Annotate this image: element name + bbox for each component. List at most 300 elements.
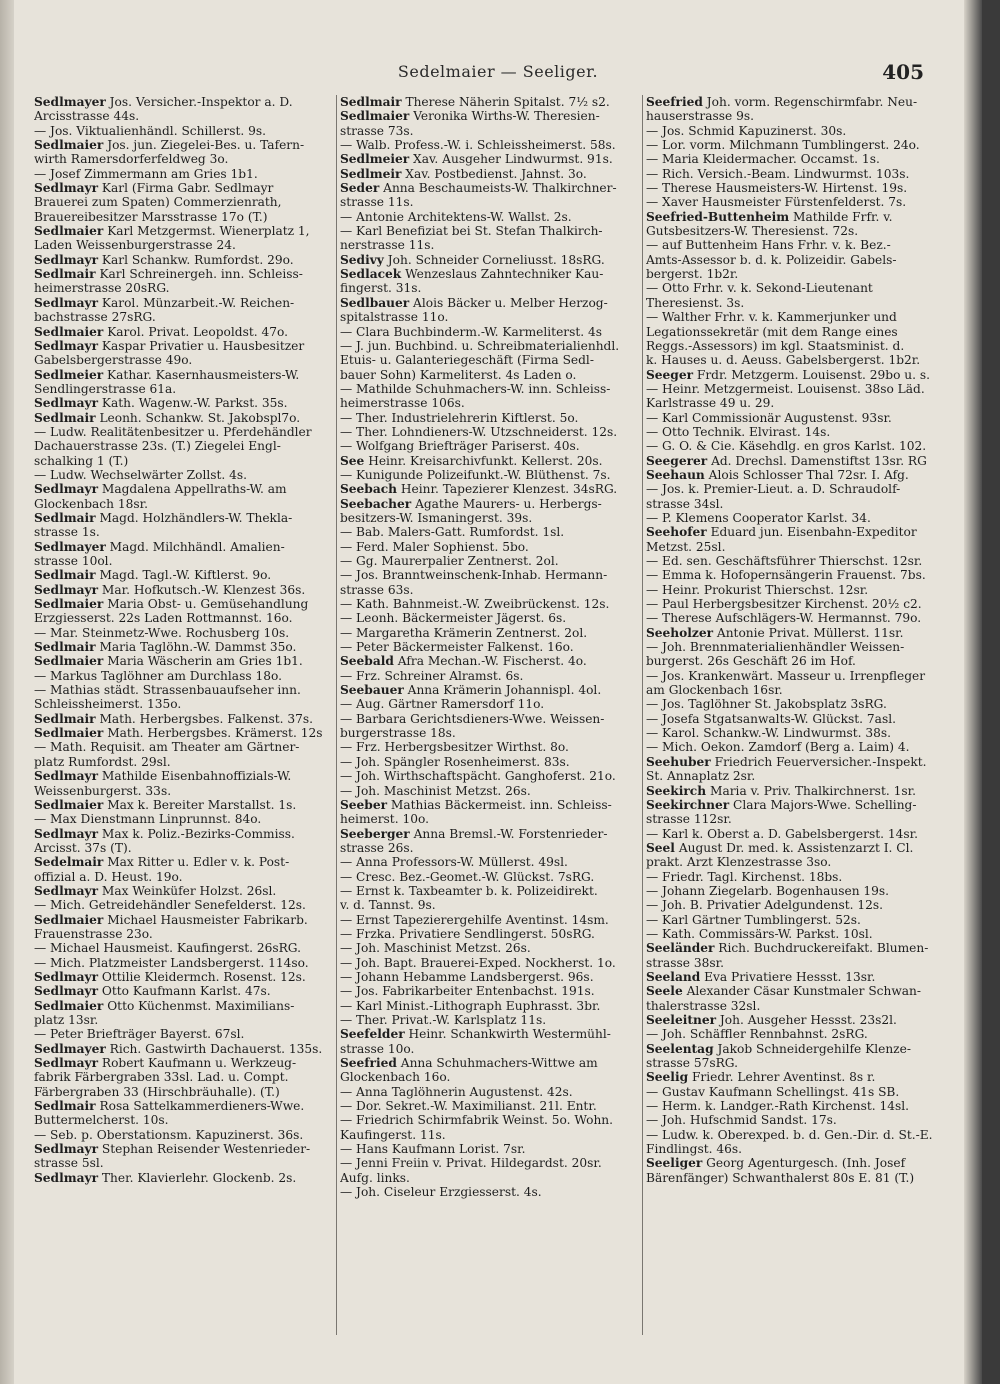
entry-text: k. Hauses u. d. Aeuss. Gabelsbergerst. 1b2r.: [646, 353, 921, 368]
entry-text: — auf Buttenheim Hans Frhr. v. k. Bez.-: [646, 238, 891, 253]
entry-text: — Xaver Hausmeister Fürstenfelderst. 7s.: [646, 195, 907, 210]
directory-entry: [340, 195, 638, 209]
directory-entry: [34, 497, 332, 511]
directory-entry: [646, 152, 944, 166]
directory-entry: [340, 1070, 638, 1084]
entry-text: bauer Sohn) Karmeliterst. 4s Laden o.: [340, 367, 577, 382]
directory-entry: [340, 281, 638, 295]
entry-text: — Ther. Lohndieners-W. Utzschneiderst. 12s.: [340, 424, 618, 439]
entry-surname: Seefried: [340, 1056, 397, 1071]
entry-surname: Sedlmaier: [34, 998, 104, 1013]
entry-surname: Sedlmaier: [34, 324, 104, 339]
directory-entry: [646, 1156, 944, 1170]
entry-text: strasse 11s.: [340, 195, 414, 210]
entry-text: — Joh. Bapt. Brauerei-Exped. Nockherst. 1o.: [340, 955, 616, 970]
entry-text: — Friedr. Tagl. Kirchenst. 18bs.: [646, 869, 843, 884]
entry-text: — Antonie Architektens-W. Wallst. 2s.: [340, 209, 572, 224]
directory-entry: [340, 396, 638, 410]
directory-entry: [340, 898, 638, 912]
directory-entry: [34, 325, 332, 339]
entry-text: — Mathilde Schuhmachers-W. inn. Schleiss-: [340, 381, 611, 396]
entry-text: Arcisstrasse 44s.: [34, 109, 140, 124]
directory-entry: [340, 669, 638, 683]
entry-text: Rich. Buchdruckereifakt. Blumen-: [718, 941, 929, 956]
entry-text: Kaspar Privatier u. Hausbesitzer: [101, 338, 305, 353]
entry-surname: Seeberger: [340, 826, 410, 841]
entry-text: Otto Küchenmst. Maximilians-: [107, 998, 295, 1013]
directory-entry: [34, 941, 332, 955]
entry-surname: Sedlmair: [34, 267, 96, 282]
entry-text: — Karl Gärtner Tumblingerst. 52s.: [646, 912, 861, 927]
entry-text: Ottilie Kleidermch. Rosenst. 12s.: [101, 969, 306, 984]
directory-entry: [646, 1171, 944, 1185]
entry-text: — Kath. Commissärs-W. Parkst. 10sl.: [646, 926, 873, 941]
entry-text: fabrik Färbergraben 33sl. Lad. u. Compt.: [34, 1070, 289, 1085]
entry-text: Brauerei zum Spaten) Commerzienrath,: [34, 195, 282, 210]
entry-surname: Sedlmayer: [34, 95, 106, 109]
directory-entry: [34, 784, 332, 798]
entry-surname: Sedlmayr: [34, 338, 99, 353]
directory-entry: [340, 511, 638, 525]
directory-entry: [34, 913, 332, 927]
entry-text: — Gustav Kaufmann Schellingst. 41s SB.: [646, 1084, 900, 1099]
entry-surname: Sedlacek: [340, 267, 402, 282]
entry-text: Stephan Reisender Westenrieder-: [101, 1142, 311, 1157]
entry-surname: Sedlmair: [34, 640, 96, 655]
entry-text: — Mathias städt. Strassenbauaufseher inn.: [34, 683, 301, 698]
directory-entry: [340, 683, 638, 697]
entry-text: Karlstrasse 49 u. 29.: [646, 396, 775, 411]
directory-entry: [340, 1027, 638, 1041]
directory-entry: [646, 870, 944, 884]
directory-entry: [340, 597, 638, 611]
entry-text: — Josef Zimmermann am Gries 1b1.: [34, 166, 258, 181]
directory-entry: [646, 769, 944, 783]
entry-text: Max k. Poliz.-Bezirks-Commiss.: [101, 826, 295, 841]
entry-surname: Sedlmayr: [34, 984, 99, 999]
entry-text: Rosa Sattelkammerdieners-Wwe.: [99, 1099, 305, 1114]
directory-entry: [646, 827, 944, 841]
entry-text: platz Rumfordst. 29sl.: [34, 754, 171, 769]
entry-text: Rich. Gastwirth Dachauerst. 135s.: [109, 1041, 323, 1056]
directory-entry: [340, 654, 638, 668]
directory-entry: [340, 626, 638, 640]
directory-entry: [646, 511, 944, 525]
entry-text: Brauereibesitzer Marsstrasse 17o (T.): [34, 209, 268, 224]
entry-text: — Joh. B. Privatier Adelgundenst. 12s.: [646, 898, 883, 913]
entry-text: — Seb. p. Oberstationsm. Kapuzinerst. 36s.: [34, 1127, 304, 1142]
entry-text: besitzers-W. Ismaningerst. 39s.: [340, 510, 533, 525]
entry-text: Weissenburgerst. 33s.: [34, 783, 172, 798]
directory-entry: [340, 439, 638, 453]
directory-entry: [34, 1099, 332, 1113]
entry-text: Frdr. Metzgerm. Louisenst. 29bo u. s.: [696, 367, 931, 382]
entry-text: schalking 1 (T.): [34, 453, 129, 468]
directory-entry: [646, 482, 944, 496]
entry-text: burgerst. 26s Geschäft 26 im Hof.: [646, 654, 856, 669]
directory-entry: [646, 425, 944, 439]
directory-entry: [34, 798, 332, 812]
entry-surname: Seefried: [646, 95, 703, 109]
entry-text: — Markus Taglöhner am Durchlass 18o.: [34, 668, 282, 683]
entry-text: Laden Weissenburgerstrasse 24.: [34, 238, 236, 253]
directory-entry: [340, 95, 638, 109]
directory-entry: [34, 984, 332, 998]
directory-entry: [34, 1070, 332, 1084]
directory-entry: [340, 267, 638, 281]
directory-entry: [646, 626, 944, 640]
directory-entry: [340, 726, 638, 740]
entry-surname: Seeland: [646, 969, 701, 984]
entry-text: Karol. Münzarbeit.-W. Reichen-: [101, 295, 295, 310]
directory-columns: [34, 95, 944, 1360]
directory-entry: [340, 583, 638, 597]
directory-entry: [340, 468, 638, 482]
entry-text: Frauenstrasse 23o.: [34, 926, 153, 941]
entry-text: — Clara Buchbinderm.-W. Karmeliterst. 4s: [340, 324, 603, 339]
entry-text: — P. Klemens Cooperator Karlst. 34.: [646, 510, 871, 525]
directory-entry: [34, 568, 332, 582]
entry-text: v. d. Tannst. 9s.: [340, 898, 436, 913]
column-rule: [336, 95, 337, 1335]
directory-entry: [34, 669, 332, 683]
directory-entry: [34, 540, 332, 554]
directory-entry: [34, 1013, 332, 1027]
entry-text: Maria Taglöhn.-W. Dammst 35o.: [99, 640, 297, 655]
directory-entry: [340, 525, 638, 539]
directory-entry: [34, 626, 332, 640]
directory-entry: [340, 1056, 638, 1070]
directory-entry: [340, 253, 638, 267]
entry-text: Schleissheimerst. 135o.: [34, 697, 182, 712]
entry-text: spitalstrasse 11o.: [340, 310, 449, 325]
directory-entry: [34, 124, 332, 138]
entry-text: Max Weinküfer Holzst. 26sl.: [101, 883, 277, 898]
directory-entry: [340, 956, 638, 970]
directory-entry: [646, 755, 944, 769]
directory-entry: [646, 654, 944, 668]
entry-text: — Cresc. Bez.-Geomet.-W. Glückst. 7sRG.: [340, 869, 595, 884]
directory-entry: [34, 812, 332, 826]
directory-entry: [646, 109, 944, 123]
directory-entry: [34, 439, 332, 453]
entry-surname: Sedlmayer: [34, 1041, 106, 1056]
directory-entry: [340, 1171, 638, 1185]
directory-entry: [34, 884, 332, 898]
entry-text: Maria Wäscherin am Gries 1b1.: [107, 654, 303, 669]
directory-entry: [34, 95, 332, 109]
directory-entry: [340, 941, 638, 955]
entry-surname: Sedlmayr: [34, 396, 99, 411]
directory-entry: [646, 927, 944, 941]
entry-text: bergerst. 1b2r.: [646, 267, 739, 282]
entry-text: Jos. Versicher.-Inspektor a. D.: [109, 95, 293, 109]
directory-entry: [34, 956, 332, 970]
directory-entry: [646, 812, 944, 826]
column-3: [646, 95, 944, 1360]
entry-surname: Seeger: [646, 367, 694, 382]
entry-text: — Mich. Platzmeister Landsbergerst. 114so.: [34, 955, 309, 970]
entry-text: Eva Privatiere Hessst. 13sr.: [704, 969, 876, 984]
directory-entry: [340, 1128, 638, 1142]
entry-text: — Lor. vorm. Milchmann Tumblingerst. 24o.: [646, 138, 920, 153]
directory-entry: [34, 970, 332, 984]
entry-text: Maria v. Priv. Thalkirchnerst. 1sr.: [709, 783, 916, 798]
entry-text: — Johann Hebamme Landsbergerst. 96s.: [340, 969, 594, 984]
directory-entry: [646, 640, 944, 654]
directory-entry: [340, 167, 638, 181]
entry-text: — Ernst Tapezierergehilfe Aventinst. 14sm.: [340, 912, 609, 927]
entry-text: fingerst. 31s.: [340, 281, 422, 296]
entry-text: — Ludw. Realitätenbesitzer u. Pferdehändler: [34, 424, 312, 439]
entry-text: — Karl Benefiziat bei St. Stefan Thalkirch-: [340, 224, 603, 239]
directory-entry: [646, 167, 944, 181]
entry-text: Gutsbesitzers-W. Theresienst. 72s.: [646, 224, 859, 239]
entry-text: Sendlingerstrasse 61a.: [34, 381, 177, 396]
directory-entry: [646, 210, 944, 224]
page-edge: [964, 0, 982, 1384]
entry-text: — Joh. Maschinist Metzst. 26s.: [340, 783, 531, 798]
directory-entry: [340, 124, 638, 138]
entry-text: — Max Dienstmann Linprunnst. 84o.: [34, 812, 262, 827]
directory-entry: [34, 1156, 332, 1170]
entry-surname: Sedivy: [340, 252, 384, 267]
entry-surname: Seekirchner: [646, 797, 730, 812]
directory-page: [14, 0, 982, 1384]
entry-text: Amts-Assessor b. d. k. Polizeidir. Gabels-: [646, 252, 897, 267]
entry-text: — G. O. & Cie. Käsehdlg. en gros Karlst. 102.: [646, 439, 927, 454]
entry-text: Kathar. Kasernhausmeisters-W.: [107, 367, 300, 382]
entry-text: wirth Ramersdorferfeldweg 3o.: [34, 152, 229, 167]
entry-text: Anna Beschaumeists-W. Thalkirchner-: [383, 181, 617, 196]
entry-text: Michael Hausmeister Fabrikarb.: [107, 912, 308, 927]
directory-entry: [34, 525, 332, 539]
entry-surname: Sedlmayr: [34, 1142, 99, 1157]
directory-entry: [34, 870, 332, 884]
directory-entry: [646, 396, 944, 410]
entry-text: Etuis- u. Galanteriegeschäft (Firma Sedl-: [340, 353, 594, 368]
entry-text: August Dr. med. k. Assistenzarzt I. Cl.: [678, 840, 914, 855]
entry-text: Glockenbach 16o.: [340, 1070, 451, 1085]
entry-text: Aufg. links.: [340, 1170, 410, 1185]
directory-entry: [340, 999, 638, 1013]
directory-entry: [340, 497, 638, 511]
entry-surname: Seekirch: [646, 783, 707, 798]
directory-entry: [340, 482, 638, 496]
directory-entry: [340, 152, 638, 166]
directory-entry: [34, 726, 332, 740]
directory-entry: [340, 984, 638, 998]
entry-text: — Karl k. Oberst a. D. Gabelsbergerst. 14sr.: [646, 826, 918, 841]
entry-text: — Wolfgang Briefträger Pariserst. 40s.: [340, 439, 580, 454]
entry-text: — Karl Minist.-Lithograph Euphrasst. 3br.: [340, 998, 601, 1013]
directory-entry: [646, 368, 944, 382]
directory-entry: [646, 697, 944, 711]
entry-text: Färbergraben 33 (Hirschbräuhalle). (T.): [34, 1084, 280, 1099]
entry-text: Glockenbach 18sr.: [34, 496, 148, 511]
directory-entry: [646, 325, 944, 339]
entry-surname: Sedlmair: [340, 95, 402, 109]
entry-text: Theresienst. 3s.: [646, 295, 745, 310]
directory-entry: [340, 855, 638, 869]
directory-entry: [34, 769, 332, 783]
directory-entry: [646, 1013, 944, 1027]
directory-entry: [34, 152, 332, 166]
directory-entry: [34, 654, 332, 668]
directory-entry: [340, 339, 638, 353]
entry-text: — Therese Hausmeisters-W. Hirtenst. 19s.: [646, 181, 908, 196]
directory-entry: [340, 798, 638, 812]
directory-entry: [340, 138, 638, 152]
directory-entry: [34, 167, 332, 181]
entry-text: Reggs.-Assessors) im kgl. Staatsminist. d.: [646, 338, 905, 353]
directory-entry: [646, 1042, 944, 1056]
entry-text: — Therese Aufschlägers-W. Hermannst. 79o.: [646, 611, 922, 626]
directory-entry: [646, 784, 944, 798]
directory-entry: [340, 310, 638, 324]
running-head: Sedelmaier — Seeliger.: [397, 62, 599, 81]
directory-entry: [646, 1128, 944, 1142]
directory-entry: [340, 325, 638, 339]
entry-text: — Jos. Fabrikarbeiter Entenbachst. 191s.: [340, 984, 595, 999]
directory-entry: [646, 583, 944, 597]
entry-text: — Jos. Schmid Kapuzinerst. 30s.: [646, 123, 847, 138]
directory-entry: [646, 1070, 944, 1084]
entry-surname: Sedlmair: [34, 1099, 96, 1114]
entry-text: — Kunigunde Polizeifunkt.-W. Blüthenst. 7s.: [340, 467, 611, 482]
entry-text: Buttermelcherst. 10s.: [34, 1113, 169, 1128]
directory-entry: [646, 181, 944, 195]
directory-entry: [646, 124, 944, 138]
directory-entry: [34, 281, 332, 295]
entry-text: — Johann Ziegelarb. Bogenhausen 19s.: [646, 883, 890, 898]
entry-text: — Frz. Schreiner Alramst. 6s.: [340, 668, 524, 683]
entry-text: — Math. Requisit. am Theater am Gärtner-: [34, 740, 300, 755]
entry-text: — Ferd. Maler Sophienst. 5bo.: [340, 539, 529, 554]
directory-entry: [34, 755, 332, 769]
directory-entry: [34, 583, 332, 597]
entry-text: — Ther. Industrielehrerin Kiftlerst. 5o.: [340, 410, 579, 425]
directory-entry: [34, 927, 332, 941]
directory-entry: [646, 468, 944, 482]
entry-text: — Herm. k. Landger.-Rath Kirchenst. 14sl.: [646, 1099, 910, 1114]
entry-surname: Sedlmaier: [34, 597, 104, 612]
entry-text: — Joh. Wirthschaftspächt. Ganghoferst. 21o.: [340, 769, 616, 784]
directory-entry: [34, 611, 332, 625]
entry-surname: Sedlmaier: [34, 912, 104, 927]
entry-text: Anna Bremsl.-W. Forstenrieder-: [413, 826, 608, 841]
entry-text: — Peter Bäckermeister Falkenst. 16o.: [340, 640, 574, 655]
directory-entry: [646, 281, 944, 295]
entry-text: — Kath. Bahnmeist.-W. Zweibrückenst. 12s.: [340, 597, 610, 612]
page-number: 405: [882, 60, 924, 84]
directory-entry: [340, 109, 638, 123]
entry-surname: Seefelder: [340, 1027, 405, 1042]
directory-entry: [646, 1099, 944, 1113]
directory-entry: [34, 425, 332, 439]
entry-text: — Jos. Viktualienhändl. Schillerst. 9s.: [34, 123, 266, 138]
directory-entry: [646, 726, 944, 740]
directory-entry: [34, 1113, 332, 1127]
entry-text: — Hans Kaufmann Lorist. 7sr.: [340, 1142, 526, 1157]
entry-text: Xav. Ausgeher Lindwurmst. 91s.: [413, 152, 613, 167]
entry-text: — Joh. Maschinist Metzst. 26s.: [340, 941, 531, 956]
entry-text: Antonie Privat. Müllerst. 11sr.: [716, 625, 904, 640]
entry-text: Heinr. Schankwirth Westermühl-: [408, 1027, 611, 1042]
directory-entry: [34, 224, 332, 238]
directory-entry: [646, 841, 944, 855]
directory-entry: [34, 368, 332, 382]
directory-entry: [646, 798, 944, 812]
directory-entry: [646, 999, 944, 1013]
directory-entry: [646, 1142, 944, 1156]
entry-text: Alois Bäcker u. Melber Herzog-: [413, 295, 608, 310]
directory-entry: [646, 683, 944, 697]
directory-entry: [340, 1099, 638, 1113]
directory-entry: [646, 1113, 944, 1127]
directory-entry: [646, 984, 944, 998]
directory-entry: [34, 740, 332, 754]
entry-text: — Karol. Schankw.-W. Lindwurmst. 38s.: [646, 726, 892, 741]
directory-entry: [340, 224, 638, 238]
entry-text: heimerst. 10o.: [340, 812, 429, 827]
entry-surname: Sedlmayr: [34, 883, 99, 898]
entry-text: Joh. Schneider Corneliusst. 18sRG.: [387, 252, 605, 267]
directory-entry: [340, 870, 638, 884]
entry-text: — Joh. Brennmaterialienhändler Weissen-: [646, 640, 905, 655]
directory-entry: [646, 253, 944, 267]
entry-text: strasse 57sRG.: [646, 1056, 738, 1071]
entry-text: — Heinr. Metzgermeist. Louisenst. 38so Läd.: [646, 381, 925, 396]
directory-entry: [646, 913, 944, 927]
entry-text: Jos. jun. Ziegelei-Bes. u. Tafern-: [107, 138, 305, 153]
directory-entry: [340, 640, 638, 654]
directory-entry: [340, 740, 638, 754]
entry-text: Heinr. Tapezierer Klenzest. 34sRG.: [400, 482, 618, 497]
entry-surname: Sedlmayr: [34, 1056, 99, 1071]
directory-entry: [646, 296, 944, 310]
directory-entry: [340, 1113, 638, 1127]
entry-text: — Anna Professors-W. Müllerst. 49sl.: [340, 855, 568, 870]
directory-entry: [34, 1128, 332, 1142]
entry-text: — Jos. k. Premier-Lieut. a. D. Schraudolf-: [646, 482, 901, 497]
entry-text: Leonh. Schankw. St. Jakobspl7o.: [99, 410, 301, 425]
entry-text: prakt. Arzt Klenzestrasse 3so.: [646, 855, 832, 870]
directory-entry: [340, 1013, 638, 1027]
entry-text: Kath. Wagenw.-W. Parkst. 35s.: [101, 396, 288, 411]
entry-text: Erzgiesserst. 22s Laden Rottmannst. 16o.: [34, 611, 293, 626]
directory-entry: [646, 669, 944, 683]
entry-text: — Emma k. Hofopernsängerin Frauenst. 7bs.: [646, 568, 926, 583]
entry-text: Anna Schuhmachers-Wittwe am: [400, 1056, 598, 1071]
directory-entry: [646, 554, 944, 568]
directory-entry: [340, 382, 638, 396]
entry-text: Agathe Maurers- u. Herbergs-: [415, 496, 602, 511]
entry-text: — Margaretha Krämerin Zentnerst. 2ol.: [340, 625, 588, 640]
entry-surname: Seebauer: [340, 683, 404, 698]
entry-text: Mathias Bäckermeist. inn. Schleiss-: [390, 797, 612, 812]
entry-text: strasse 63s.: [340, 582, 414, 597]
directory-entry: [340, 1185, 638, 1199]
entry-surname: Seder: [340, 181, 380, 196]
directory-entry: [646, 454, 944, 468]
entry-text: Alexander Cäsar Kunstmaler Schwan-: [686, 984, 922, 999]
directory-entry: [646, 439, 944, 453]
column-rule: [642, 95, 643, 1335]
entry-text: Friedrich Feuerversicher.-Inspekt.: [714, 754, 927, 769]
entry-text: strasse 10o.: [340, 1041, 415, 1056]
entry-text: Karl (Firma Gabr. Sedlmayr: [101, 181, 274, 196]
